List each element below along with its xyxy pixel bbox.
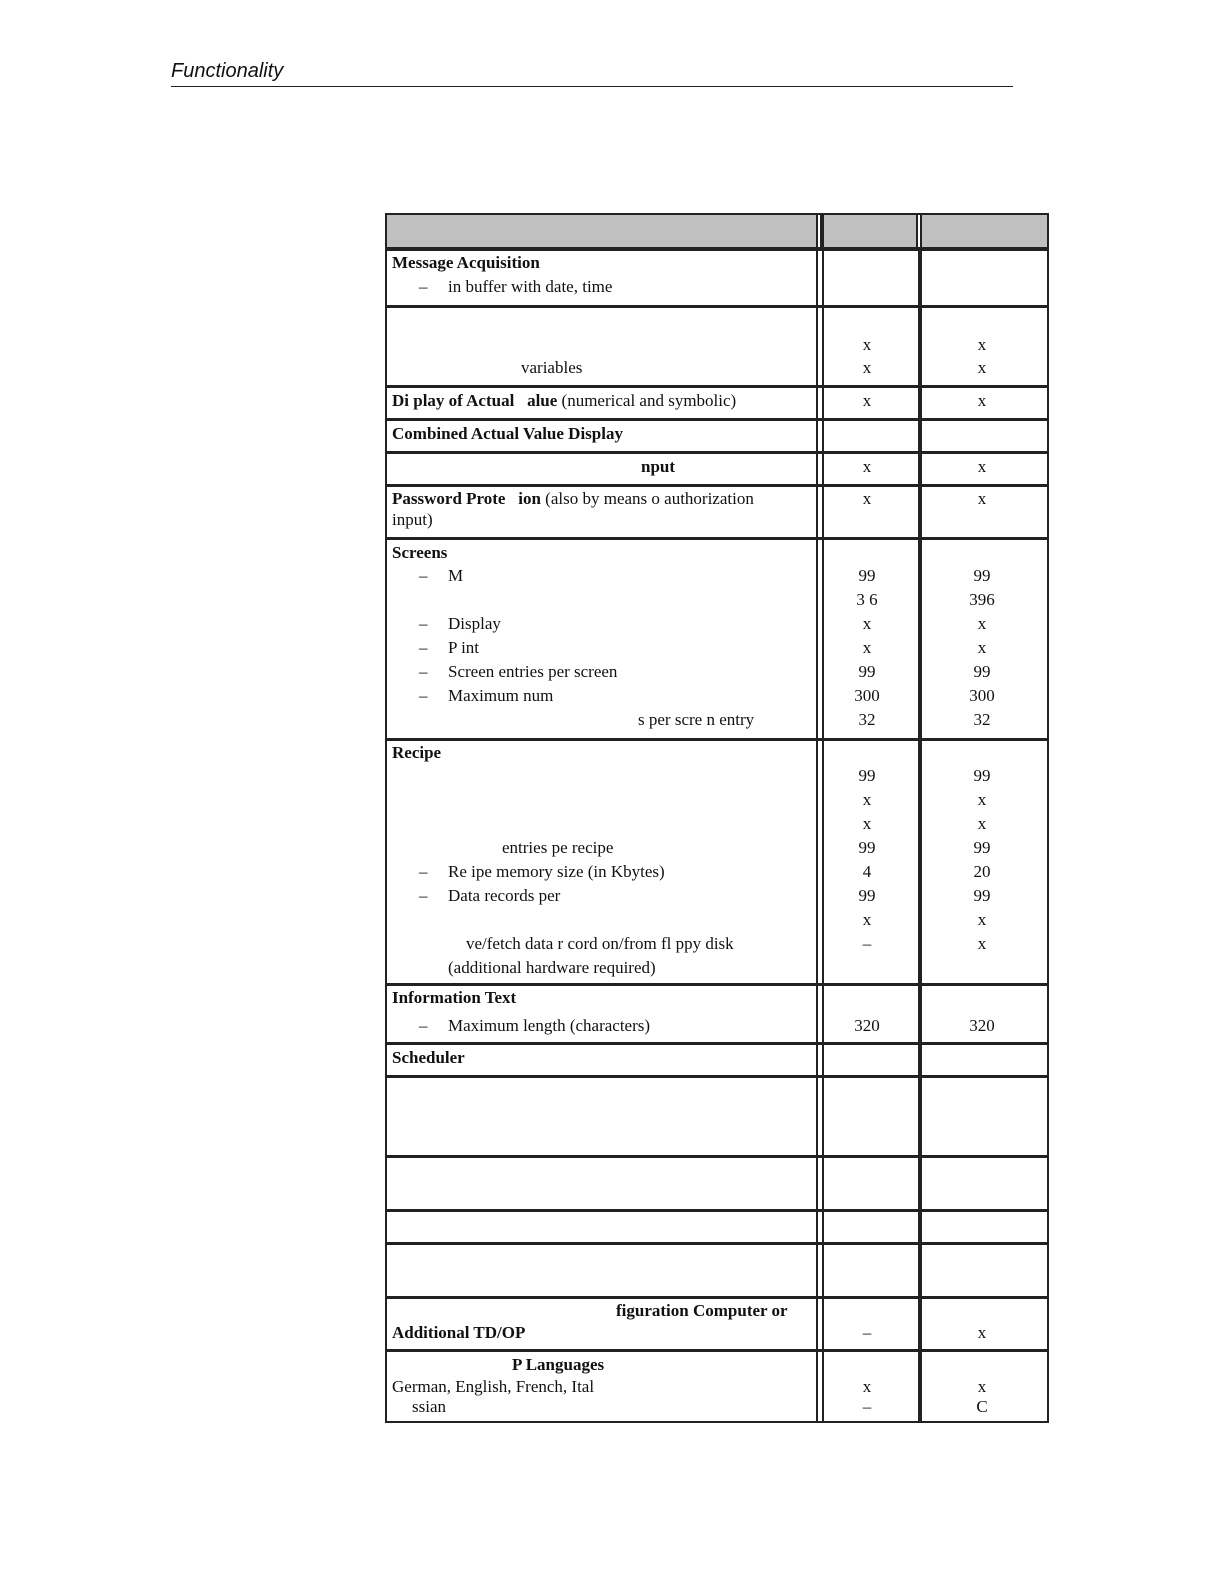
info-text-col1: 320: [854, 1016, 880, 1035]
recipe-list-label: Data records per: [448, 886, 561, 905]
languages-col2-b: C: [976, 1397, 988, 1416]
recipe-list-col1: 99: [858, 886, 876, 905]
screens-list-label: Display: [448, 614, 501, 633]
password-bold1: Password Prote: [392, 489, 506, 508]
input-title: nput: [641, 457, 676, 476]
recipe-list-col1: x: [862, 814, 872, 833]
input-col2: x: [977, 457, 987, 476]
screens-list-col1: 99: [858, 662, 876, 681]
rule-12: [385, 1209, 1049, 1212]
rule-9: [385, 1042, 1049, 1045]
rule-10: [385, 1075, 1049, 1078]
rule-7: [385, 738, 1049, 741]
display-actual-label: [392, 391, 736, 411]
screens-list-col1: 32: [858, 710, 876, 729]
rule-13: [385, 1242, 1049, 1245]
recipe-list-col1: 99: [858, 838, 876, 857]
screens-list-label: M: [448, 566, 464, 585]
vars-col2-a: x: [977, 335, 987, 354]
rule-15: [385, 1349, 1049, 1352]
recipe-list-label: Re ipe memory size (in Kbytes): [448, 862, 665, 881]
password-bold2: ion: [518, 489, 541, 508]
screens-list-dash: –: [419, 686, 428, 705]
screens-list-col2: 99: [973, 566, 991, 585]
languages-col2-a: x: [977, 1377, 987, 1396]
rule-4: [385, 451, 1049, 454]
recipe-list-col1: x: [862, 790, 872, 809]
info-text-dash: –: [419, 1016, 428, 1035]
recipe-list-label: entries pe recipe: [502, 838, 614, 857]
config-col2: x: [977, 1323, 987, 1342]
recipe-list-col2: 99: [973, 886, 991, 905]
rule-5: [385, 484, 1049, 487]
feature-table: [385, 213, 1049, 1423]
recipe-list-col1: 4: [862, 862, 872, 881]
languages-col1-b: –: [862, 1397, 872, 1416]
config-col1: –: [862, 1323, 872, 1342]
screens-list-col2: 300: [969, 686, 995, 705]
info-text-col2: 320: [969, 1016, 995, 1035]
header-rule: [171, 86, 1013, 87]
table-header-row: [387, 215, 1047, 248]
rule-top: [385, 213, 1049, 215]
screens-list-col2: x: [977, 638, 987, 657]
screens-list-col2: 32: [973, 710, 991, 729]
screens-title: Screens: [392, 543, 448, 562]
rule-14: [385, 1296, 1049, 1299]
recipe-list-col2: 99: [973, 766, 991, 785]
screens-list-dash: –: [419, 638, 428, 657]
rule-1: [385, 305, 1049, 308]
languages-line2: ssian: [412, 1397, 446, 1416]
input-col1: x: [862, 457, 872, 476]
screens-list-col2: 396: [969, 590, 995, 609]
rule-11: [385, 1155, 1049, 1158]
display-actual-bold2: alue: [527, 391, 558, 410]
screens-list-dash: –: [419, 662, 428, 681]
password-rest: (also by means o authorization: [545, 489, 754, 508]
recipe-list-col2: 20: [973, 862, 991, 881]
screens-list-col1: x: [862, 638, 872, 657]
config-line2: Additional TD/OP: [392, 1323, 526, 1342]
info-text-item: Maximum length (characters): [448, 1016, 651, 1035]
screens-list-col2: x: [977, 614, 987, 633]
msg-acq-dash: –: [419, 277, 428, 296]
vars-col1-b: x: [862, 358, 872, 377]
recipe-list-col2: x: [977, 910, 987, 929]
screens-list-label: s per scre n entry: [638, 710, 755, 729]
screens-list-col1: 300: [854, 686, 880, 705]
msg-acq-title: Message Acquisition: [392, 253, 540, 272]
rule-6: [385, 537, 1049, 540]
recipe-list-col1: 99: [858, 766, 876, 785]
languages-col1-a: x: [862, 1377, 872, 1396]
rule-8: [385, 983, 1049, 986]
screens-list-dash: –: [419, 614, 428, 633]
recipe-list-col2: 99: [973, 838, 991, 857]
screens-list-label: Screen entries per screen: [448, 662, 618, 681]
recipe-list-col2: x: [977, 814, 987, 833]
vars-label: variables: [521, 358, 583, 377]
languages-line1: German, English, French, Ital: [392, 1377, 595, 1396]
screens-list-col1: 3 6: [856, 590, 878, 609]
password-col2: x: [977, 489, 987, 508]
display-actual-rest: (numerical and symbolic): [561, 391, 737, 410]
vars-col2-b: x: [977, 358, 987, 377]
display-actual-bold1: Di play of Actual: [392, 391, 515, 410]
config-line1: figuration Computer or: [616, 1301, 788, 1320]
vars-col1-a: x: [862, 335, 872, 354]
screens-list-col2: 99: [973, 662, 991, 681]
screens-list-dash: –: [419, 566, 428, 585]
scheduler-title: Scheduler: [392, 1048, 465, 1067]
screens-list-label: P int: [448, 638, 480, 657]
recipe-list-col1: –: [862, 934, 872, 953]
rule-3: [385, 418, 1049, 421]
display-actual-col2: x: [977, 391, 987, 410]
page-header-title: Functionality: [171, 60, 284, 82]
screens-list-col1: x: [862, 614, 872, 633]
combined-title: Combined Actual Value Display: [392, 424, 623, 443]
display-actual-col1: x: [862, 391, 872, 410]
recipe-list-col1: x: [862, 910, 872, 929]
screens-list-label: Maximum num: [448, 686, 554, 705]
password-col1: x: [862, 489, 872, 508]
password-rest2: input): [392, 510, 433, 529]
recipe-list-dash: –: [419, 886, 428, 905]
recipe-list-dash: –: [419, 862, 428, 881]
recipe-list-col2: x: [977, 934, 987, 953]
rule-bottom: [385, 1421, 1049, 1423]
recipe-title: Recipe: [392, 743, 442, 762]
recipe-list-label: ve/fetch data r cord on/from fl ppy disk: [466, 934, 734, 953]
password-label: [392, 489, 754, 509]
msg-acq-item: in buffer with date, time: [448, 277, 613, 296]
languages-title: P Languages: [512, 1355, 605, 1374]
recipe-list-label: (additional hardware required): [448, 958, 656, 977]
rule-2: [385, 385, 1049, 388]
info-text-title: Information Text: [392, 988, 517, 1007]
screens-list-col1: 99: [858, 566, 876, 585]
rule-header: [385, 247, 1049, 251]
recipe-list-col2: x: [977, 790, 987, 809]
